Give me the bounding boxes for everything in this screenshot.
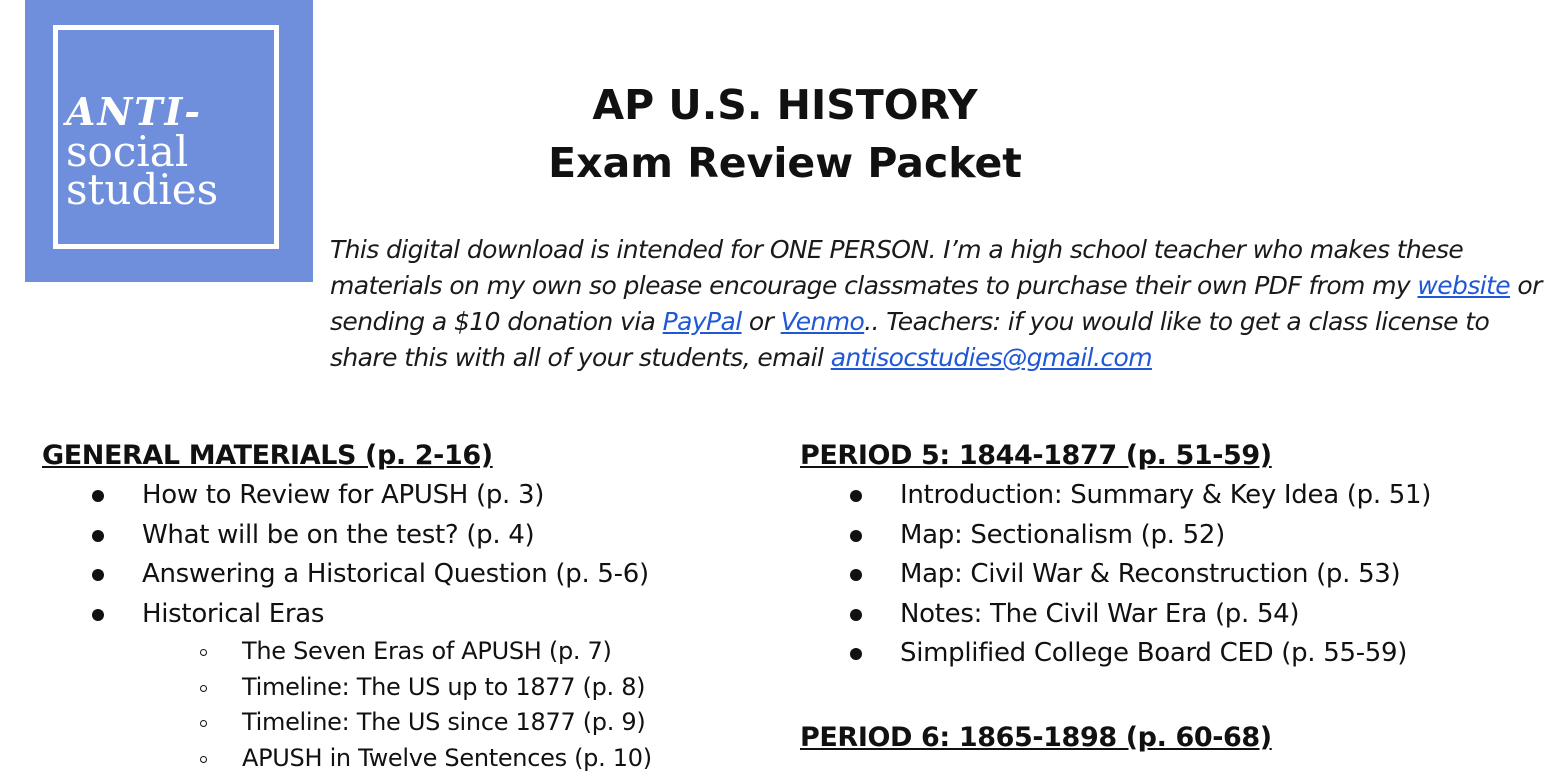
- title-line-2: Exam Review Packet: [330, 134, 1240, 192]
- bullet-icon: [92, 609, 104, 621]
- notice-text-1: This digital download is intended for ONE PERSON. I’m a high school teacher who makes these materials on my own so please encourage classmates to purchase their own PDF from my: [330, 235, 1463, 300]
- bullet-icon: [850, 530, 862, 542]
- list-item: [42, 595, 762, 635]
- bullet-icon: [92, 530, 104, 542]
- page-title: [330, 76, 1240, 192]
- list-item: [42, 555, 762, 595]
- bullet-icon: [850, 490, 862, 502]
- list-item: [42, 516, 762, 556]
- sub-list-item-label: Timeline: The US up to 1877 (p. 8): [242, 673, 645, 701]
- bullet-icon: [92, 569, 104, 581]
- website-link[interactable]: website: [1417, 271, 1510, 300]
- list-item-label: Simplified College Board CED (p. 55-59): [900, 638, 1407, 668]
- list-item: [800, 595, 1520, 635]
- venmo-link[interactable]: Venmo: [781, 307, 865, 336]
- list-item-label: Introduction: Summary & Key Idea (p. 51): [900, 480, 1431, 510]
- general-materials-section: [42, 436, 762, 776]
- list-item-label: Map: Sectionalism (p. 52): [900, 520, 1225, 550]
- list-item-label: What will be on the test? (p. 4): [142, 520, 534, 550]
- email-link[interactable]: antisocstudies@gmail.com: [831, 343, 1152, 372]
- sub-list-item-label: The Seven Eras of APUSH (p. 7): [242, 637, 612, 665]
- bullet-icon: [850, 609, 862, 621]
- list-item: [800, 476, 1520, 516]
- bullet-icon: [92, 490, 104, 502]
- periods-section: [800, 436, 1520, 758]
- list-item-label: Answering a Historical Question (p. 5-6): [142, 559, 649, 589]
- bullet-icon: [850, 648, 862, 660]
- list-item-label: Notes: The Civil War Era (p. 54): [900, 599, 1299, 629]
- list-item: [800, 555, 1520, 595]
- list-item-label: How to Review for APUSH (p. 3): [142, 480, 544, 510]
- sub-list-item-label: APUSH in Twelve Sentences (p. 10): [242, 744, 652, 772]
- license-notice: [330, 232, 1545, 376]
- hollow-bullet-icon: [200, 649, 207, 656]
- list-item-label: Historical Eras: [142, 599, 324, 629]
- title-line-1: AP U.S. HISTORY: [330, 76, 1240, 134]
- list-item: [42, 476, 762, 516]
- paypal-link[interactable]: PayPal: [663, 307, 742, 336]
- general-materials-heading: GENERAL MATERIALS (p. 2-16): [42, 436, 762, 476]
- list-item-label: Map: Civil War & Reconstruction (p. 53): [900, 559, 1400, 589]
- period-5-heading: PERIOD 5: 1844-1877 (p. 51-59): [800, 436, 1520, 476]
- notice-text-2: or sending a $10 donation via: [330, 271, 1542, 336]
- sub-list-item: [42, 670, 762, 706]
- general-materials-list: [42, 476, 762, 634]
- sub-list-item: [42, 705, 762, 741]
- list-item: [800, 516, 1520, 556]
- notice-text-4: .. Teachers: if you would like to get a class license to share this with all of your students, email: [330, 307, 1489, 372]
- logo-text: [66, 93, 218, 209]
- logo-line-social: social: [66, 133, 218, 171]
- notice-text-3: or: [742, 307, 781, 336]
- logo-line-studies: studies: [66, 171, 218, 209]
- section-spacer: [800, 674, 1520, 718]
- sub-list-item: [42, 634, 762, 670]
- list-item: [800, 634, 1520, 674]
- period-6-heading: PERIOD 6: 1865-1898 (p. 60-68): [800, 718, 1520, 758]
- historical-eras-sublist: [42, 634, 762, 776]
- sub-list-item: [42, 741, 762, 776]
- logo-line-anti: ANTI-: [66, 93, 218, 131]
- sub-list-item-label: Timeline: The US since 1877 (p. 9): [242, 708, 645, 736]
- brand-logo: [25, 0, 313, 282]
- hollow-bullet-icon: [200, 685, 207, 692]
- hollow-bullet-icon: [200, 720, 207, 727]
- bullet-icon: [850, 569, 862, 581]
- period-5-list: [800, 476, 1520, 674]
- hollow-bullet-icon: [200, 756, 207, 763]
